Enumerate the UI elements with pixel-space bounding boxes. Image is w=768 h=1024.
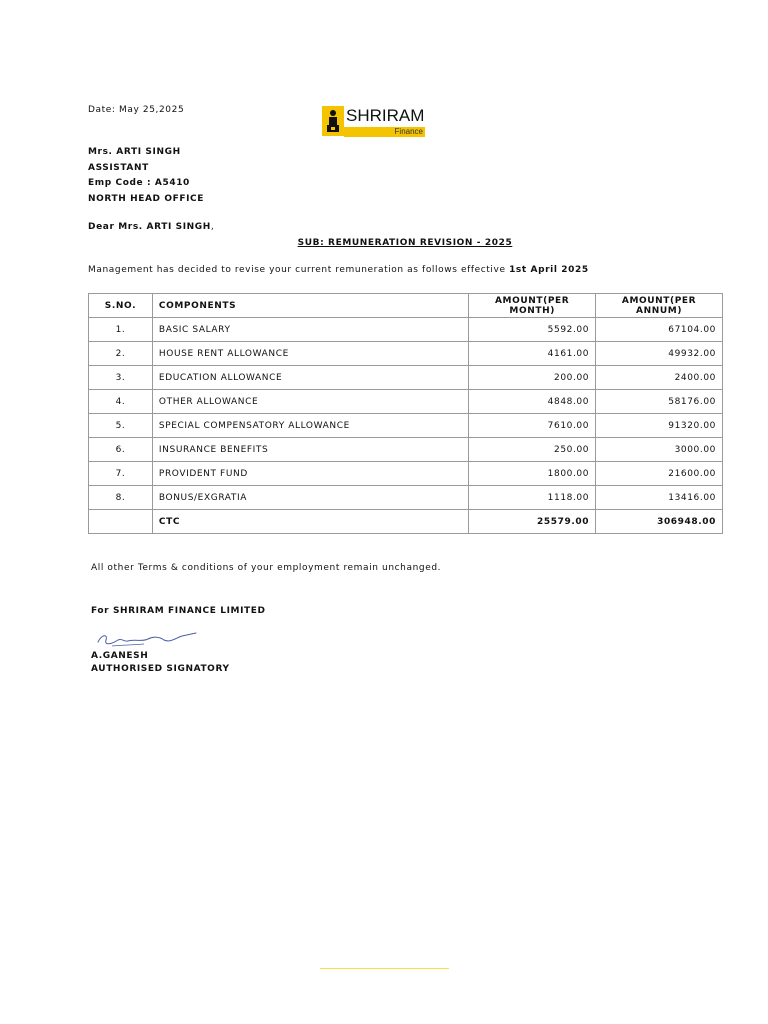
- effective-date: 1st April 2025: [509, 265, 589, 275]
- cell-month: 1118.00: [469, 486, 596, 510]
- total-month: 25579.00: [469, 510, 596, 534]
- logo-figure-icon: [326, 109, 340, 133]
- table-row: [89, 462, 723, 486]
- cell-sno: 1.: [89, 318, 153, 342]
- logo-subtitle: Finance: [394, 127, 423, 136]
- cell-component: EDUCATION ALLOWANCE: [152, 366, 468, 390]
- header-sno: S.NO.: [89, 294, 153, 318]
- cell-sno: 3.: [89, 366, 153, 390]
- salutation: [88, 222, 214, 232]
- table-total-row: [89, 510, 723, 534]
- addressee-office: NORTH HEAD OFFICE: [88, 194, 205, 204]
- total-label: CTC: [152, 510, 468, 534]
- header-per-month: AMOUNT(PER MONTH): [469, 294, 596, 318]
- cell-annum: 58176.00: [596, 390, 723, 414]
- cell-component: BASIC SALARY: [152, 318, 468, 342]
- cell-sno: 4.: [89, 390, 153, 414]
- table-row: [89, 366, 723, 390]
- table-header-row: [89, 294, 723, 318]
- signatory-title: AUTHORISED SIGNATORY: [91, 664, 230, 674]
- header-per-annum: AMOUNT(PER ANNUM): [596, 294, 723, 318]
- cell-annum: 2400.00: [596, 366, 723, 390]
- addressee-designation: ASSISTANT: [88, 163, 149, 173]
- intro-paragraph: [88, 265, 589, 275]
- remuneration-table: [88, 293, 723, 534]
- terms-statement: All other Terms & conditions of your employment remain unchanged.: [91, 563, 442, 573]
- cell-component: SPECIAL COMPENSATORY ALLOWANCE: [152, 414, 468, 438]
- salutation-punct: ,: [210, 222, 215, 232]
- addressee-name: Mrs. ARTI SINGH: [88, 147, 181, 157]
- cell-month: 4161.00: [469, 342, 596, 366]
- table-row: [89, 486, 723, 510]
- cell-sno: 6.: [89, 438, 153, 462]
- cell-month: 250.00: [469, 438, 596, 462]
- cell-annum: 67104.00: [596, 318, 723, 342]
- company-line: For SHRIRAM FINANCE LIMITED: [91, 606, 266, 616]
- cell-component: HOUSE RENT ALLOWANCE: [152, 342, 468, 366]
- footer-divider: [320, 968, 449, 969]
- cell-month: 4848.00: [469, 390, 596, 414]
- header-components: COMPONENTS: [152, 294, 468, 318]
- cell-component: PROVIDENT FUND: [152, 462, 468, 486]
- cell-annum: 49932.00: [596, 342, 723, 366]
- cell-annum: 91320.00: [596, 414, 723, 438]
- cell-month: 5592.00: [469, 318, 596, 342]
- signatory-name: A.GANESH: [91, 651, 149, 661]
- table-row: [89, 318, 723, 342]
- cell-sno: 8.: [89, 486, 153, 510]
- cell-component: OTHER ALLOWANCE: [152, 390, 468, 414]
- salutation-text: Dear Mrs. ARTI SINGH: [88, 222, 211, 232]
- cell-component: BONUS/EXGRATIA: [152, 486, 468, 510]
- letter-date: Date: May 25,2025: [88, 105, 185, 115]
- signature-image: [92, 630, 202, 650]
- cell-component: INSURANCE BENEFITS: [152, 438, 468, 462]
- table-row: [89, 414, 723, 438]
- total-annum: 306948.00: [596, 510, 723, 534]
- table-row: [89, 438, 723, 462]
- cell-sno: 7.: [89, 462, 153, 486]
- cell-annum: 13416.00: [596, 486, 723, 510]
- cell-month: 7610.00: [469, 414, 596, 438]
- cell-annum: 21600.00: [596, 462, 723, 486]
- intro-text: Management has decided to revise your current remuneration as follows effective: [88, 265, 510, 275]
- table-row: [89, 390, 723, 414]
- logo-wordmark: SHRIRAM: [346, 106, 425, 125]
- table-row: [89, 342, 723, 366]
- addressee-emp-code: Emp Code : A5410: [88, 178, 190, 188]
- total-sno: [89, 510, 153, 534]
- cell-month: 200.00: [469, 366, 596, 390]
- shriram-finance-logo: [322, 106, 426, 138]
- cell-month: 1800.00: [469, 462, 596, 486]
- subject-line: SUB: REMUNERATION REVISION - 2025: [297, 238, 513, 248]
- logo-sub-band: [344, 127, 425, 137]
- cell-sno: 2.: [89, 342, 153, 366]
- cell-annum: 3000.00: [596, 438, 723, 462]
- cell-sno: 5.: [89, 414, 153, 438]
